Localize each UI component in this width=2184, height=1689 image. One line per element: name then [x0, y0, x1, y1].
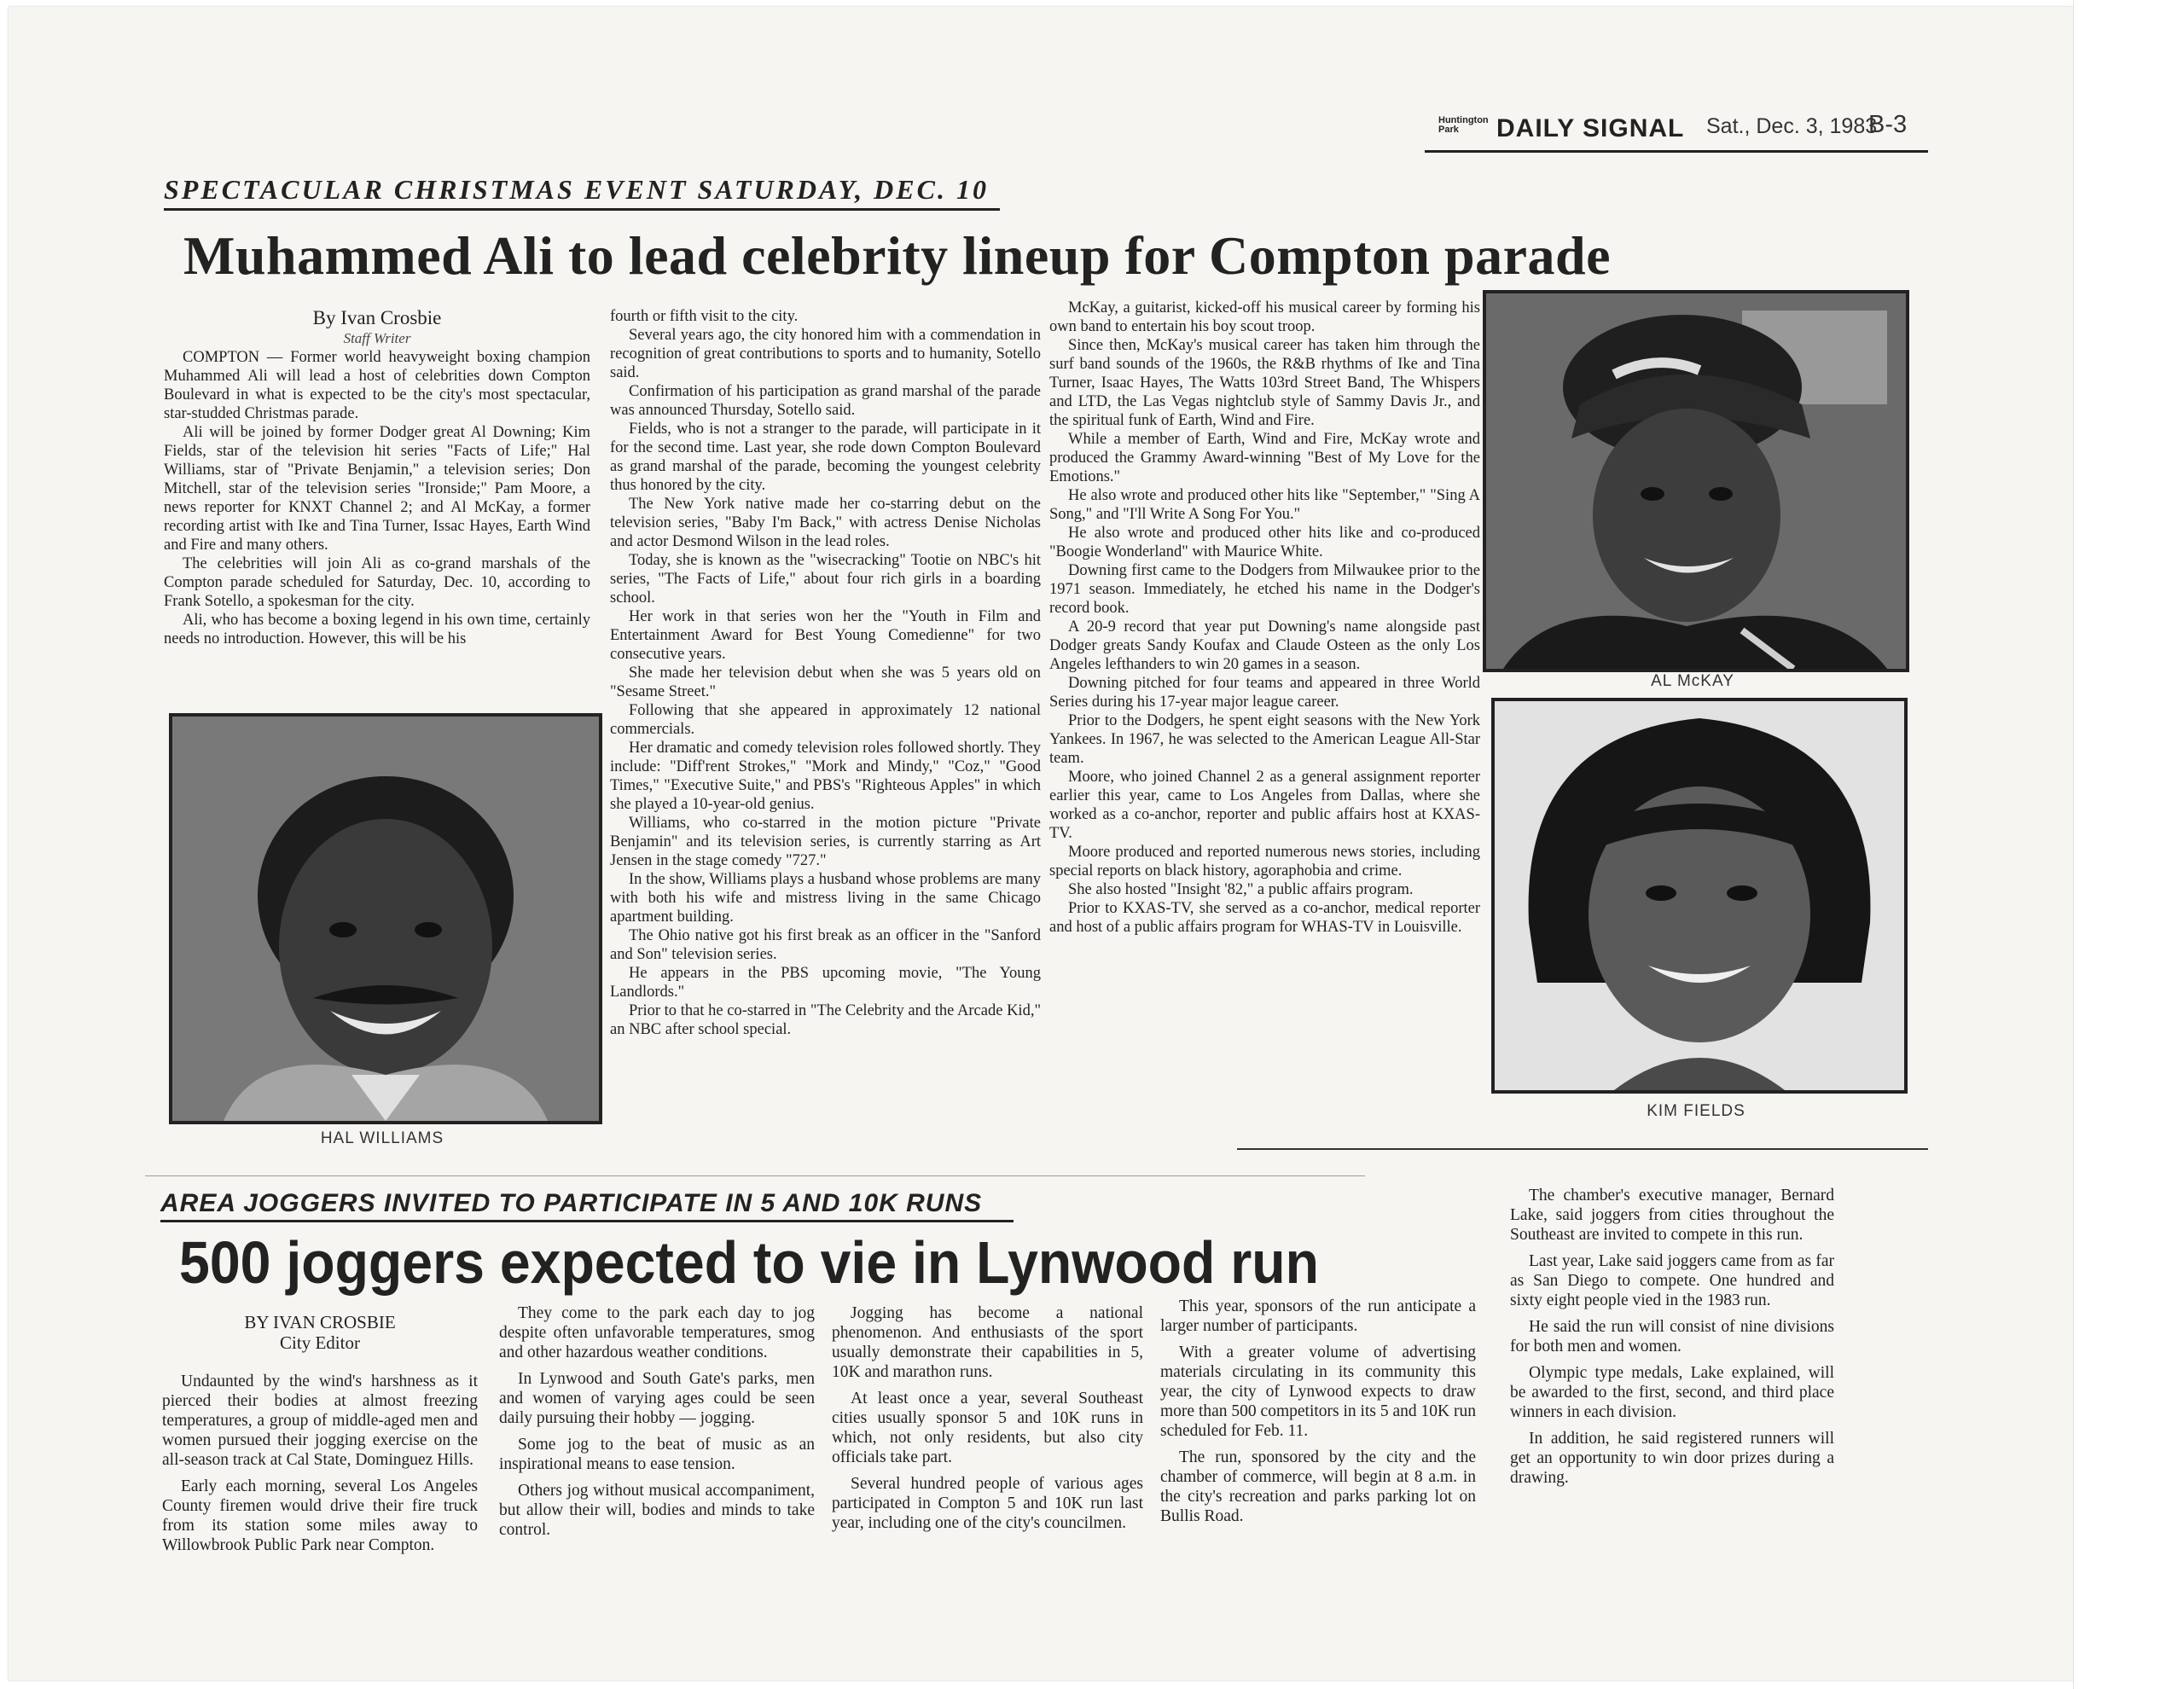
paragraph: Since then, McKay's musical career has taken him through the surf band sounds of the 1960s, the R&B rhythms of Ike and Tina Turner, Isaac Hayes, The Watts 103rd Street Band, The Whispers and LTD, the Las Vegas nightclub style of Sammy Davis Jr., and the spiritual funk of Earth, Wind and Fire. — [1049, 337, 1480, 429]
paragraph: He appears in the PBS upcoming movie, "The Young Landlords." — [610, 965, 1041, 1001]
paragraph: Downing pitched for four teams and appeared in three World Series during his 17-year major league career. — [1049, 675, 1480, 711]
photo-al-mckay — [1483, 290, 1909, 672]
paragraph: She made her television debut when she was 5 years old on "Sesame Street." — [610, 665, 1041, 700]
caption-hal-williams: HAL WILLIAMS — [320, 1129, 444, 1147]
paragraph: Her work in that series won her the "Youth in Film and Entertainment Award for Best Young Comedienne" for two consecutive years. — [610, 608, 1041, 663]
paragraph: Following that she appeared in approximately 12 national commercials. — [610, 702, 1041, 738]
masthead-page-number: B-3 — [1868, 111, 1908, 138]
article2-byline-role: City Editor — [280, 1332, 360, 1353]
paragraph: In Lynwood and South Gate's parks, men and women of varying ages could be seen daily pursuing their hobby — jogging. — [499, 1370, 815, 1427]
paragraph: They come to the park each day to jog despite often unfavorable temperatures, smog and other hazardous weather conditions. — [499, 1304, 815, 1361]
paragraph: At least once a year, several Southeast cities usually sponsor 5 and 10K runs in which, not only residents, but also city officials take part. — [832, 1390, 1143, 1466]
article2-byline: BY IVAN CROSBIE — [244, 1312, 396, 1332]
paragraph: Several hundred people of various ages participated in Compton 5 and 10K run last year, including one of the city's councilmen. — [832, 1475, 1143, 1532]
paragraph: Moore produced and reported numerous news stories, including special reports on black history, agoraphobia and crime. — [1049, 844, 1480, 879]
article2-column-1 — [162, 1312, 478, 1562]
paragraph: Prior to that he co-starred in "The Celebrity and the Arcade Kid," an NBC after school special. — [610, 1002, 1041, 1038]
paragraph: The chamber's executive manager, Bernard Lake, said joggers from cities throughout the Southeast are invited to compete in this run. — [1510, 1187, 1834, 1244]
masthead-paper-name: DAILY SIGNAL — [1496, 114, 1685, 142]
newspaper-clipping — [9, 7, 2073, 1680]
article2-column-4 — [1160, 1297, 1476, 1533]
paragraph: Downing first came to the Dodgers from Milwaukee prior to the 1971 season. Immediately, he etched his name in the Dodger's record book. — [1049, 562, 1480, 617]
scan-margin — [2073, 0, 2184, 1689]
paragraph: COMPTON — Former world heavyweight boxing champion Muhammed Ali will lead a host of celebrities down Compton Boulevard in what is expected to be the city's most spectacular, star-studded Christmas parade. — [164, 349, 590, 422]
paragraph: McKay, a guitarist, kicked-off his musical career by forming his own band to entertain his boy scout troop. — [1049, 299, 1480, 335]
section-rule — [145, 1175, 1365, 1176]
paragraph: Fields, who is not a stranger to the parade, will participate in it for the second time. Last year, she rode down Compton Boulevard as grand marshal of the parade, becoming the youngest celebrity thus honored by the city. — [610, 421, 1041, 494]
paragraph: Several years ago, the city honored him with a commendation in recognition of great contributions to sports and to humanity, Sotello said. — [610, 327, 1041, 381]
article2-column-3 — [832, 1303, 1143, 1540]
paragraph: Prior to KXAS-TV, she served as a co-anchor, medical reporter and host of a public affairs program for WHAS-TV in Louisville. — [1049, 900, 1480, 936]
paragraph: Olympic type medals, Lake explained, will be awarded to the first, second, and third place winners in each division. — [1510, 1364, 1834, 1421]
article1-column-3 — [1049, 299, 1480, 937]
article2-column-2 — [499, 1303, 815, 1547]
paragraph: Last year, Lake said joggers came from as far as San Diego to compete. One hundred and sixty eight people vied in the 1983 run. — [1510, 1252, 1834, 1309]
caption-al-mckay: AL McKAY — [1651, 672, 1734, 690]
paragraph: Some jog to the beat of music as an inspirational means to ease tension. — [499, 1436, 815, 1473]
photo-hal-williams — [169, 713, 602, 1124]
paragraph: With a greater volume of advertising materials circulating in its community this year, the city of Lynwood expects to draw more than 500 competitors in its 5 and 10K run scheduled for Feb. 11. — [1160, 1344, 1476, 1440]
paragraph: Confirmation of his participation as grand marshal of the parade was announced Thursday, Sotello said. — [610, 383, 1041, 419]
photo-kim-fields — [1491, 698, 1908, 1094]
paragraph: Ali will be joined by former Dodger great Al Downing; Kim Fields, star of the television hit series "Facts of Life;" Hal Williams, star of "Private Benjamin," a television series; Don Mitchell, star of the television series "Ironside;" Pam Moore, a news reporter for KNXT Channel 2; and Al McKay, a former recording artist with Ike and Tina Turner, Issac Hayes, Earth Wind and Fire and many others. — [164, 424, 590, 554]
article2-kicker: AREA JOGGERS INVITED TO PARTICIPATE IN 5 AND 10K RUNS — [160, 1189, 1014, 1222]
paragraph: He said the run will consist of nine divisions for both men and women. — [1510, 1318, 1834, 1355]
paragraph: Jogging has become a national phenomenon. And enthusiasts of the sport usually demonstrate their capabilities in 5, 10K and marathon runs. — [832, 1304, 1143, 1381]
paragraph: fourth or fifth visit to the city. — [610, 308, 799, 325]
article2-byline-block — [162, 1312, 478, 1353]
article1-byline-role: Staff Writer — [343, 330, 411, 346]
masthead — [1425, 107, 1928, 153]
paragraph: Ali, who has become a boxing legend in his own time, certainly needs no introduction. However, this will be his — [164, 612, 590, 647]
masthead-city: Huntington Park — [1438, 115, 1489, 135]
article1-column-2 — [610, 307, 1041, 1039]
article1-column-1 — [164, 307, 590, 648]
article1-byline: By Ivan Crosbie — [312, 307, 442, 328]
article2-headline: 500 joggers expected to vie in Lynwood run — [179, 1229, 1319, 1296]
paragraph: The run, sponsored by the city and the chamber of commerce, will begin at 8 a.m. in the city's recreation and parks parking lot on Bullis Road. — [1160, 1448, 1476, 1525]
paragraph: He also wrote and produced other hits like and co-produced "Boogie Wonderland" with Maurice White. — [1049, 525, 1480, 560]
section-rule — [1237, 1148, 1928, 1150]
paragraph: He also wrote and produced other hits like "September," "Sing A Song," and "I'll Write A Song For You." — [1049, 487, 1480, 523]
paragraph: In the show, Williams plays a husband whose problems are many with both his wife and mistress living in the same Chicago apartment building. — [610, 871, 1041, 926]
paragraph: Williams, who co-starred in the motion picture "Private Benjamin" and its television series, is currently starring as Art Jensen in the stage comedy "727." — [610, 815, 1041, 869]
caption-kim-fields: KIM FIELDS — [1647, 1102, 1745, 1120]
paragraph: Others jog without musical accompaniment, but allow their will, bodies and minds to take control. — [499, 1482, 815, 1539]
masthead-date: Sat., Dec. 3, 1983 — [1706, 114, 1878, 138]
paragraph: While a member of Earth, Wind and Fire, McKay wrote and produced the Grammy Award-winning "Best of My Love for the Emotions." — [1049, 431, 1480, 485]
paragraph: A 20-9 record that year put Downing's name alongside past Dodger greats Sandy Koufax and Claude Osteen as the only Los Angeles lefthanders to win 20 games in a season. — [1049, 618, 1480, 673]
paragraph: Moore, who joined Channel 2 as a general assignment reporter earlier this year, came to Los Angeles from Dallas, where she worked as a co-anchor, reporter and public affairs host at KXAS-TV. — [1049, 769, 1480, 842]
article2-column-5 — [1510, 1186, 1834, 1495]
paragraph: Undaunted by the wind's harshness as it pierced their bodies at almost freezing temperatures, a group of middle-aged men and women pursued their jogging exercise on the all-season track at Cal State, Dominguez Hills. — [162, 1373, 478, 1469]
article1-kicker: SPECTACULAR CHRISTMAS EVENT SATURDAY, DEC. 10 — [164, 174, 1000, 211]
paragraph: She also hosted "Insight '82," a public affairs program. — [1068, 881, 1414, 898]
paragraph: The celebrities will join Ali as co-grand marshals of the Compton parade scheduled for Saturday, Dec. 10, according to Frank Sotello, a spokesman for the city. — [164, 555, 590, 610]
paragraph: The New York native made her co-starring debut on the television series, "Baby I'm Back," with actress Denise Nicholas and actor Desmond Wilson in the lead roles. — [610, 496, 1041, 550]
paragraph: The Ohio native got his first break as an officer in the "Sanford and Son" television series. — [610, 927, 1041, 963]
paragraph: In addition, he said registered runners will get an opportunity to win door prizes during a drawing. — [1510, 1430, 1834, 1487]
paragraph: Today, she is known as the "wisecracking" Tootie on NBC's hit series, "The Facts of Life," about four rich girls in a boarding school. — [610, 552, 1041, 607]
paragraph: Early each morning, several Los Angeles County firemen would drive their fire truck from its station some miles away to Willowbrook Public Park near Compton. — [162, 1477, 478, 1554]
paragraph: This year, sponsors of the run anticipate a larger number of participants. — [1160, 1297, 1476, 1335]
paragraph: Her dramatic and comedy television roles followed shortly. They include: "Diff'rent Strokes," "Mork and Mindy," "Coz," "Good Times," "Executive Suite," and PBS's "Righteous Apples" in which she played a 10-year-old genius. — [610, 740, 1041, 813]
article1-headline: Muhammed Ali to lead celebrity lineup for Compton parade — [183, 225, 1611, 286]
paragraph: Prior to the Dodgers, he spent eight seasons with the New York Yankees. In 1967, he was selected to the American League All-Star team. — [1049, 712, 1480, 767]
